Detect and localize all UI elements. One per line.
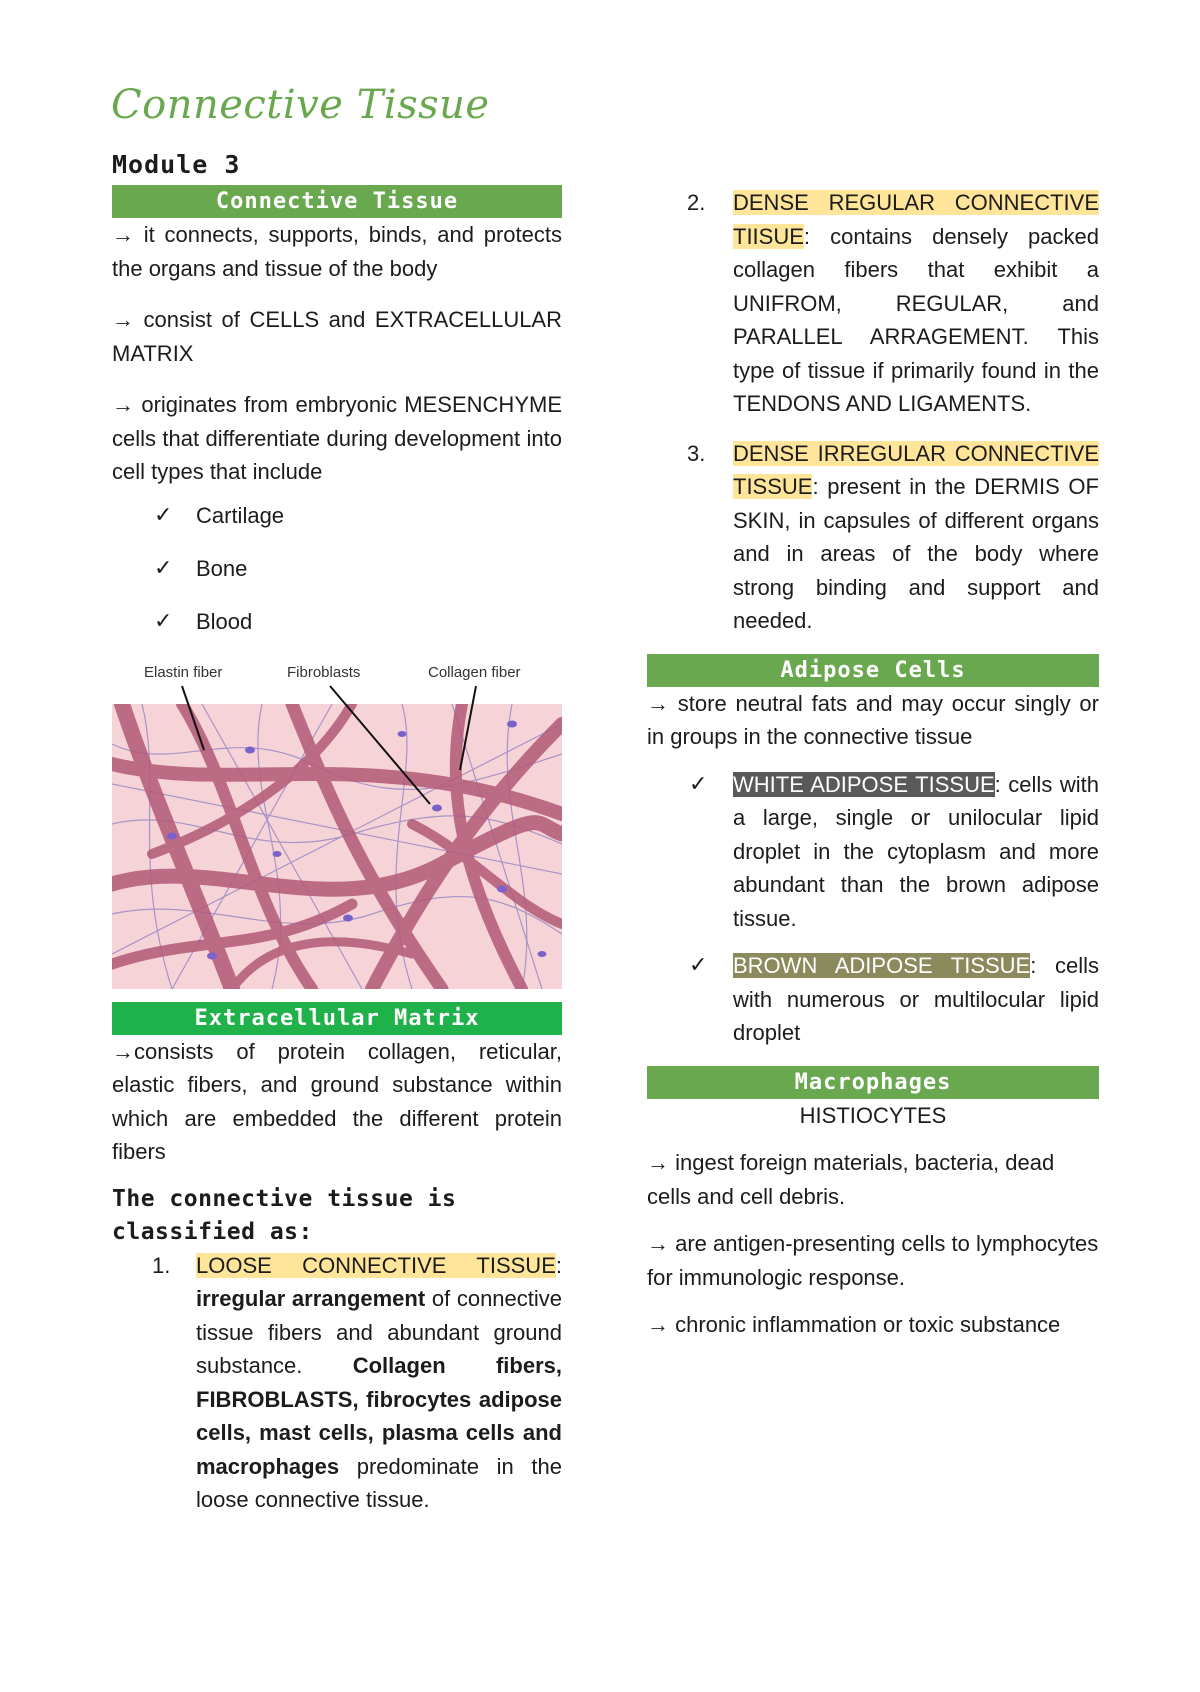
- loose-connective-tissue-item: [112, 1249, 562, 1517]
- list-item: [154, 605, 562, 658]
- item-text-bold-1: irregular arrangement: [196, 1286, 426, 1311]
- list-item-label: Blood: [196, 608, 253, 634]
- item-text-2: predominate in the loose connective tissue.: [196, 1453, 562, 1512]
- check-icon: ✓: [689, 771, 708, 797]
- ecm-description: →consists of protein collagen, reticular, elastic fibers, and ground substance within which are embedded the different protein fibers: [112, 1038, 562, 1164]
- item-text: : cells with a large, single or unilocular lipid droplet in the cytoplasm and more abundant than the brown adipose tissue.: [733, 771, 1099, 931]
- item-text-1: : contains densely packed collagen fibers that exhibit a: [733, 223, 1099, 282]
- macrophage-point-2: → are antigen-presenting cells to lymphocytes for immunologic response.: [647, 1231, 1099, 1290]
- item-text-bold-2: Collagen fibers, FIBROBLASTS, fibrocytes adipose cells, mast cells, plasma cells and macrophages: [196, 1353, 562, 1479]
- intro-point-2: → consist of CELLS and EXTRACELLULAR MATRIX: [112, 307, 562, 366]
- check-icon: ✓: [154, 608, 173, 634]
- section-banner-extracellular-matrix: Extracellular Matrix: [112, 1002, 562, 1035]
- connective-tissue-figure: [112, 664, 562, 994]
- item-text-bold-1: DERMIS OF SKIN: [733, 474, 1099, 533]
- figure-label-elastin: Elastin fiber: [144, 663, 223, 681]
- item-text-bold-1: UNIFROM, REGULAR, and PARALLEL ARRAGEMENT: [733, 290, 1099, 349]
- section-banner-macrophages: Macrophages: [647, 1066, 1099, 1099]
- item-text-2: , in capsules of different organs and in areas of the body where strong binding and support and needed.: [733, 507, 1099, 633]
- section-banner-adipose-cells: Adipose Cells: [647, 654, 1099, 687]
- brown-adipose-term: BROWN ADIPOSE TISSUE: [733, 953, 1031, 978]
- list-item-label: Cartilage: [196, 502, 285, 528]
- check-icon: ✓: [154, 502, 173, 528]
- item-number: 2.: [687, 190, 706, 215]
- item-body: [733, 437, 1099, 638]
- list-item: [154, 552, 562, 605]
- cell-type-list: [154, 499, 562, 658]
- right-column: [647, 186, 1099, 1342]
- list-item-label: Bone: [196, 555, 248, 581]
- figure-label-collagen: Collagen fiber: [428, 663, 521, 681]
- section-banner-connective-tissue: Connective Tissue: [112, 185, 562, 218]
- item-number: 3.: [687, 440, 706, 466]
- figure-label-fibroblasts: Fibroblasts: [287, 663, 361, 681]
- brown-adipose-item: [647, 949, 1099, 1050]
- item-text-1: of connective tissue fibers and abundant ground substance.: [196, 1286, 563, 1378]
- item-body: [733, 949, 1099, 1050]
- dense-irregular-item: [647, 437, 1099, 638]
- intro-point-1: → it connects, supports, binds, and protects the organs and tissue of the body: [112, 222, 562, 281]
- figure-pointer-lines: [112, 664, 562, 864]
- intro-point-3: → originates from embryonic MESENCHYME cells that differentiate during development into cell types that include: [112, 392, 562, 484]
- module-label: Module 3: [112, 150, 241, 179]
- dense-irregular-term: DENSE IRREGULAR CONNECTIVE TISSUE: [733, 440, 1099, 499]
- left-column: [112, 185, 562, 1517]
- page-title: Connective Tissue: [111, 82, 490, 128]
- check-icon: ✓: [689, 953, 708, 978]
- item-colon: :: [555, 1252, 562, 1278]
- item-body: [733, 186, 1099, 421]
- adipose-description: → store neutral fats and may occur singly or in groups in the connective tissue: [647, 690, 1099, 749]
- item-text-2: . This type of tissue if primarily found in the: [733, 324, 1099, 383]
- item-text-1: : present in the: [812, 474, 975, 499]
- check-icon: ✓: [154, 555, 173, 581]
- dense-regular-item: [647, 186, 1099, 421]
- item-text: : cells with numerous or multilocular lipid droplet: [733, 953, 1099, 1045]
- item-body: [733, 768, 1099, 936]
- item-body: [196, 1249, 562, 1517]
- macrophage-point-1: → ingest foreign materials, bacteria, dead cells and cell debris.: [647, 1150, 1055, 1209]
- item-number: 1.: [152, 1252, 171, 1278]
- item-text-bold-2: TENDONS AND LIGAMENTS: [733, 391, 1026, 416]
- dense-regular-term: DENSE REGULAR CONNECTIVE TIISUE: [733, 190, 1099, 249]
- list-item: [154, 499, 562, 552]
- white-adipose-item: [647, 768, 1099, 936]
- loose-connective-tissue-term: LOOSE CONNECTIVE TISSUE: [196, 1252, 556, 1278]
- item-text-3: .: [1025, 391, 1032, 416]
- white-adipose-term: WHITE ADIPOSE TISSUE: [733, 771, 995, 797]
- macrophage-point-3: → chronic inflammation or toxic substance: [647, 1312, 1061, 1337]
- classification-heading: The connective tissue is classified as:: [112, 1185, 457, 1245]
- histiocytes-label: HISTIOCYTES: [799, 1102, 947, 1128]
